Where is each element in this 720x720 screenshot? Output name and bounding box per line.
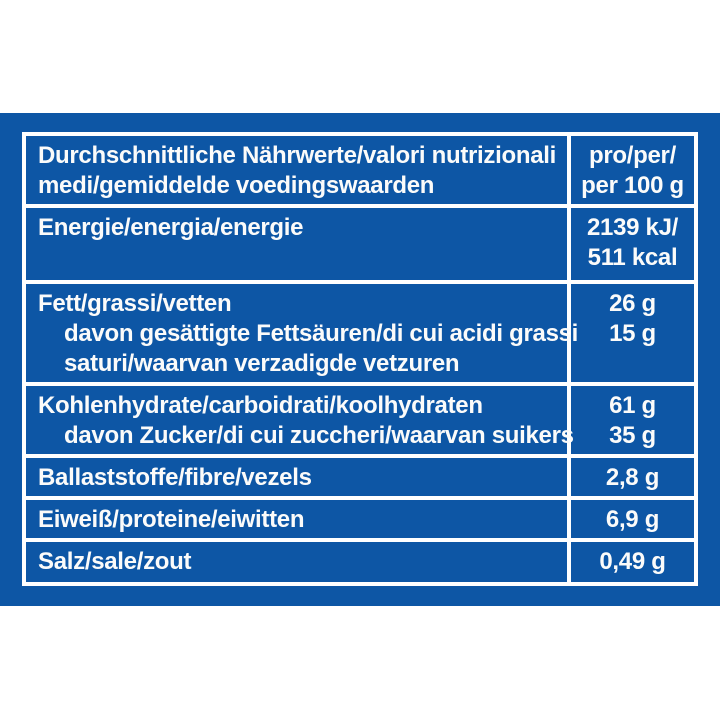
energy-label-cell [26, 208, 571, 280]
table-row-energy [26, 204, 694, 280]
header-unit-line1: pro/per/ [589, 142, 676, 169]
protein-label: Eiweiß/proteine/eiwitten [38, 506, 305, 533]
table-row-fat [26, 280, 694, 382]
fat-saturates-label-line1: davon gesättigte Fettsäuren/di cui acidi grassi [64, 320, 579, 347]
fat-saturates-label-line2: saturi/waarvan verzadigde vetzuren [64, 350, 460, 377]
salt-value: 0,49 g [599, 548, 666, 575]
table-row-protein [26, 496, 694, 538]
table-row-salt [26, 538, 694, 582]
carbohydrate-label: Kohlenhydrate/carboidrati/koolhydraten [38, 392, 483, 419]
fibre-label-cell [26, 458, 571, 496]
carbohydrate-label-cell [26, 386, 574, 454]
fat-label: Fett/grassi/vetten [38, 290, 232, 317]
salt-value-cell [571, 542, 694, 582]
fat-value-cell [571, 284, 694, 382]
energy-value-cell [571, 208, 694, 280]
header-label-cell [26, 136, 571, 204]
header-unit-cell [571, 136, 694, 204]
table-row-fibre [26, 454, 694, 496]
header-label-line1: Durchschnittliche Nährwerte/valori nutrizionali [38, 142, 557, 169]
fat-saturates-value: 15 g [609, 320, 656, 347]
protein-label-cell [26, 500, 571, 538]
salt-label-cell [26, 542, 571, 582]
fibre-value: 2,8 g [605, 464, 660, 491]
fibre-value-cell [571, 458, 694, 496]
header-unit-line2: per 100 g [581, 172, 684, 199]
carbohydrate-sugars-value: 35 g [609, 422, 656, 449]
carbohydrate-value-cell [571, 386, 694, 454]
protein-value: 6,9 g [605, 506, 660, 533]
energy-value-kj: 2139 kJ/ [586, 214, 679, 241]
table-header-row [26, 136, 694, 204]
energy-value-kcal: 511 kcal [587, 244, 678, 271]
blue-panel [0, 113, 720, 606]
carbohydrate-sugars-label: davon Zucker/di cui zuccheri/waarvan suikers [64, 422, 574, 449]
table-row-carbohydrate [26, 382, 694, 454]
nutrition-table [22, 132, 698, 586]
fat-label-cell [26, 284, 579, 382]
fibre-label: Ballaststoffe/fibre/vezels [38, 464, 312, 491]
protein-value-cell [571, 500, 694, 538]
salt-label: Salz/sale/zout [38, 548, 192, 575]
energy-label: Energie/energia/energie [38, 214, 304, 241]
fat-value: 26 g [609, 290, 656, 317]
carbohydrate-value: 61 g [609, 392, 656, 419]
header-label-line2: medi/gemiddelde voedingswaarden [38, 172, 435, 199]
